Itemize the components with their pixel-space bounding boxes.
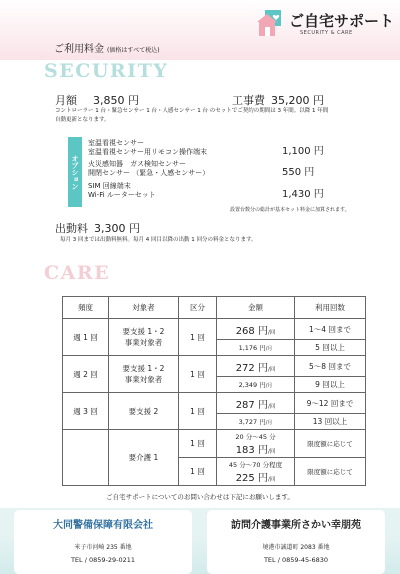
brand-logo — [255, 8, 395, 44]
table-header-row — [63, 297, 366, 319]
monthly-fee-label: 月額 — [55, 94, 77, 107]
price-unit: /回 — [267, 366, 276, 373]
duration-label: 20 分〜45 分 — [235, 432, 276, 441]
table-row — [63, 356, 366, 377]
price-value: 3,727 円 — [238, 418, 266, 426]
option-line: 室温看視センサー — [88, 139, 144, 147]
target-line: 事業対象者 — [124, 375, 163, 384]
option-price: 550 円 — [282, 167, 315, 178]
company-tel[interactable]: TEL / 0859-29-0211 — [70, 556, 136, 564]
security-description — [55, 107, 360, 125]
install-fee — [232, 92, 324, 108]
pricing-title-text: ご利用料金 — [54, 44, 104, 55]
col-header: 頻度 — [63, 297, 109, 319]
division-cell: 1 回 — [179, 319, 217, 356]
count-cell: 限度額に応じて — [295, 430, 366, 458]
inquiry-text: ご自宅サポートについてのお問い合わせは下記にお願いします。 — [106, 493, 294, 501]
option-line: 火災感知器 ガス検知センサー — [88, 160, 186, 168]
dispatch-fee-label: 出動料 — [55, 222, 88, 235]
price-value: 272 円 — [235, 362, 268, 374]
option-line: 開閉センサー （緊急・人感センサー） — [88, 169, 210, 177]
company-card-care — [207, 510, 385, 574]
care-price-table — [62, 296, 366, 486]
company-name: 訪問介護事業所さかい幸朋苑 — [231, 520, 361, 531]
table-row — [63, 319, 366, 340]
price-unit: /回 — [267, 329, 276, 336]
company-address: 米子市河崎 235 番地 — [74, 544, 132, 551]
price-value: 268 円 — [235, 325, 268, 337]
security-desc-line2: 自動更新となります。 — [55, 117, 110, 123]
price-value: 183 円 — [235, 444, 268, 456]
duration-label: 45 分〜70 分程度 — [228, 460, 283, 469]
target-line: 要支援 1・2 — [122, 327, 165, 336]
security-desc-line1: コントローラー 1 台・緊急センサー 1 台・人感センサー 1 台 のセットでご契約の期間は 3 年間。以降 1 年間 — [55, 108, 329, 114]
count-cell: 5 回以上 — [295, 340, 366, 356]
price-unit: /回 — [267, 403, 276, 410]
brand-tagline: SECURITY & CARE — [300, 30, 353, 36]
count-cell: 13 回以上 — [295, 414, 366, 430]
option-price: 1,100 円 — [282, 146, 324, 157]
price-cell — [217, 430, 295, 458]
company-card-security — [14, 510, 192, 574]
price-cell — [217, 458, 295, 486]
pricing-title — [54, 40, 160, 55]
dispatch-fee — [55, 220, 140, 236]
target-line: 要支援 1・2 — [122, 364, 165, 373]
monthly-fee — [55, 92, 139, 108]
company-name: 大同警備保障有限会社 — [53, 520, 153, 531]
target-cell — [109, 319, 179, 356]
company-address: 境港市誠道町 2083 番地 — [262, 544, 330, 551]
col-header: 区分 — [179, 297, 217, 319]
option-item — [88, 160, 209, 178]
install-fee-value: 35,200 円 — [271, 94, 324, 107]
freq-cell: 週 1 回 — [63, 319, 109, 356]
tax-note: (価格はすべて税込) — [107, 47, 160, 54]
option-item — [88, 182, 156, 200]
target-cell: 要介護 1 — [109, 430, 179, 486]
price-unit: /回 — [267, 448, 276, 455]
price-cell — [217, 340, 295, 356]
price-value: 2,349 円 — [238, 381, 266, 389]
division-cell: 1 回 — [179, 356, 217, 393]
table-row — [63, 430, 366, 458]
house-heart-icon — [255, 8, 285, 40]
option-line: SIM 回線端末 — [88, 182, 131, 190]
target-cell — [109, 356, 179, 393]
option-line: 室温看視センサー用リモコン操作端末 — [88, 148, 207, 156]
install-fee-label: 工事費 — [232, 94, 265, 107]
price-value: 287 円 — [235, 399, 268, 411]
price-cell — [217, 319, 295, 340]
price-value: 1,176 円 — [238, 344, 266, 352]
target-cell: 要支援 2 — [109, 393, 179, 430]
freq-cell — [63, 430, 109, 486]
freq-cell: 週 3 回 — [63, 393, 109, 430]
option-line: Wi-Fi ルーターセット — [88, 191, 156, 199]
price-cell — [217, 377, 295, 393]
count-cell: 9 回以上 — [295, 377, 366, 393]
price-unit: /月 — [265, 420, 273, 426]
col-header: 利用回数 — [295, 297, 366, 319]
division-cell: 1 回 — [179, 458, 217, 486]
option-price: 1,430 円 — [282, 189, 324, 200]
target-line: 事業対象者 — [124, 338, 163, 347]
division-cell: 1 回 — [179, 430, 217, 458]
price-cell — [217, 393, 295, 414]
price-cell — [217, 356, 295, 377]
price-cell — [217, 414, 295, 430]
brand-name: ご自宅サポート — [289, 12, 395, 30]
monthly-fee-value: 3,850 円 — [93, 94, 139, 107]
count-cell: 限度額に応じて — [295, 458, 366, 486]
care-heading: CARE — [44, 262, 111, 284]
price-unit: /回 — [267, 476, 276, 483]
table-row — [63, 393, 366, 414]
price-value: 225 円 — [235, 472, 268, 484]
security-heading: SECURITY — [44, 60, 169, 82]
option-item — [88, 139, 207, 157]
col-header: 対象者 — [109, 297, 179, 319]
col-header: 金額 — [217, 297, 295, 319]
price-unit: /月 — [265, 346, 273, 352]
price-unit: /月 — [265, 383, 273, 389]
dispatch-fee-value: 3,300 円 — [94, 222, 140, 235]
company-tel[interactable]: TEL / 0859-45-6830 — [263, 556, 329, 564]
freq-cell: 週 2 回 — [63, 356, 109, 393]
count-cell: 1〜4 回まで — [295, 319, 366, 340]
count-cell: 9〜12 回まで — [295, 393, 366, 414]
division-cell: 1 回 — [179, 393, 217, 430]
count-cell: 5〜8 回まで — [295, 356, 366, 377]
options-label: オプション — [68, 137, 82, 207]
options-note: 設置台数分の総計が基本セット料金に加算されます。 — [230, 207, 350, 213]
dispatch-note: 毎月 3 回までは出動料無料。毎月 4 回目以降の出動 1 回分の料金となります。 — [60, 237, 257, 243]
